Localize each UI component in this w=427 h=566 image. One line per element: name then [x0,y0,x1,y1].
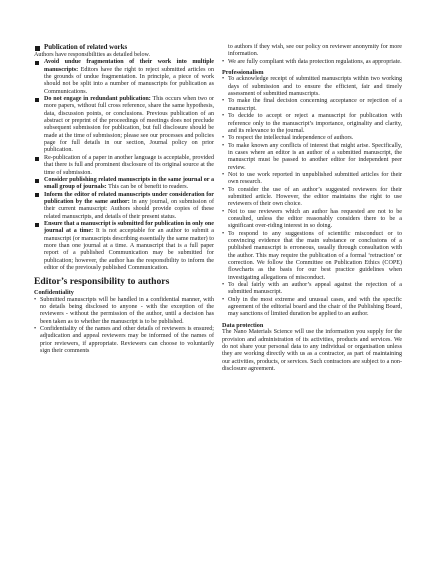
list-item [222,187,402,209]
publication-list-item [34,96,214,155]
list-item [222,143,402,172]
square-bullet-icon [35,179,39,183]
bullet-icon: • [222,76,225,83]
square-bullet-icon [35,98,39,102]
list-item-text: Not to use work reported in unpublished submitted articles for their own research. [228,171,402,186]
right-column [222,44,402,373]
professionalism-list [222,76,402,318]
left-column [34,44,214,355]
publication-list-item [34,59,214,96]
publication-heading-block [34,44,214,52]
square-bullet-icon [35,223,39,227]
list-item [222,76,402,98]
list-item [222,282,402,297]
bullet-icon: • [34,296,37,303]
bullet-icon: • [34,326,37,333]
list-item [222,231,402,282]
list-item-text: Confidentiality of the names and other details of reviewers is ensured; adjudication and appeal reviewers may be informed of the names of prior reviewers, if appropriate. Reviewers can choose to voluntarily sign their comments [40,326,214,355]
square-bullet-icon [35,61,39,65]
data-protection-text: The Nano Materials Science will use the information you supply for the provision and administration of its activities, products and services. We do not share your personal data to any individual or organisation unless they are working directly with us as a contractor, as part of maintaining our activities, products, or services. Such contractors are subject to a non-disclosure agreement. [222,329,402,372]
bullet-icon: • [222,296,225,303]
item-lead: Avoid undue fragmentation of their work into multiple manuscripts: [44,59,214,73]
publication-list [34,59,214,272]
confidentiality-heading: Confidentiality [34,289,74,297]
bullet-icon: • [222,98,225,105]
square-bullet-icon [35,193,39,197]
list-item-text: To make the final decision concerning acceptance or rejection of a manuscript. [228,98,402,112]
item-lead: Inform the editor of related manuscripts under consideration for publication by the same author: [44,191,214,205]
item-text: Re-publication of a paper in another language is acceptable, provided that there is full and prominent disclosure of its original source at the time of submission. [44,154,214,176]
item-text: This can be of benefit to readers. [106,184,189,191]
list-item-text: To respond to any suggestions of scientific misconduct or to convincing evidence that the main substance or conclusions of a published manuscript is erroneous, usually through consultation with the author. This may require the publication of a formal ‘retraction’ or correction. We follow the Committee on Publication Ethics (COPE) flowcharts as the basis for our best practice guidelines when investigating allegations of misconduct. [228,230,402,281]
bullet-icon: • [222,58,225,65]
list-item-text: To make known any conflicts of interest that might arise. Specifically, in cases where an editor is an author of a submitted manuscript, the manuscript must be passed to another editor for independent peer review. [228,142,402,171]
bullet-icon: • [222,186,225,193]
publication-list-item [34,221,214,272]
list-item [222,135,402,142]
list-item [34,326,214,355]
publication-list-item [34,192,214,221]
item-text: in any journal, on submission of their current manuscript: Authors should provide copies of these related manuscripts, and details of their present status. [44,198,215,220]
list-item [222,59,402,66]
list-item-text: To deal fairly with an author’s appeal against the rejection of a submitted manuscript. [228,282,402,296]
item-lead: Consider publishing related manuscripts in the same journal or a small group of journals: [44,176,214,191]
confidentiality-list [34,297,214,356]
list-item-text: Submitted manuscripts will be handled in a confidential manner, with no details being disclosed to anyone - with the exception of the reviewers - without the permission of the author, until a decision has been taken as to whether the manuscript is to be published. [40,296,214,325]
bullet-icon: • [222,171,225,178]
publication-list-item [34,177,214,192]
publication-heading: Publication of related works [44,44,128,51]
list-item-text: To respect the intellectual independence of authors. [228,135,354,142]
list-item [222,209,402,231]
list-item [222,172,402,187]
list-item [222,98,402,113]
editor-responsibility-heading: Editor’s responsibility to authors [34,276,170,288]
bullet-icon: • [222,142,225,149]
square-bullet-icon [35,46,40,51]
list-item [222,113,402,135]
list-item-text: To acknowledge receipt of submitted manuscripts within two working days of submission and to ensure the efficient, fair and timely assessment of submitted manuscripts. [228,76,402,98]
list-item-text: To decide to accept or reject a manuscript for publication with reference only to the manuscript’s importance, originality and clarity, and its relevance to the journal. [228,113,402,134]
data-protection-heading: Data protection [222,321,264,329]
list-item [34,297,214,326]
bullet-icon: • [222,135,225,142]
bullet-icon: • [222,282,225,289]
bullet-icon: • [222,113,225,120]
item-lead: Do not engage in redundant publication: [44,96,151,103]
continued-text: to authors if they wish, see our policy on reviewer anonymity for more information. [228,44,402,58]
square-bullet-icon [35,157,39,161]
fully-compliant-text: We are fully compliant with data protection regulations, as appropriate. [228,58,402,65]
professionalism-heading: Professionalism [222,69,264,77]
list-item-text: To consider the use of an author’s suggested reviewers for their submitted article. However, the editor maintains the right to use reviewers of their own choice. [228,186,402,208]
item-text: This occurs when two or more papers, without full cross reference, share the same hypothesis, data, discussion points, or conclusions. Previous publication of an abstract or preprint of the proceedings of meetings does not preclude subsequent submission for publication, but full disclosure should be made at the time of submission; please see our processes and policies page for full details in our section, Journal policy on prior publication. [44,96,214,154]
list-item [222,297,402,319]
list-item-text: Only in the most extreme and unusual cases, and with the specific agreement of the editorial board and the chair of the Publishing Board, may sanctions of limited duration be applied to an author. [228,296,402,318]
bullet-icon: • [222,230,225,237]
item-text: Editors have the right to reject submitted articles on the grounds of undue fragmentation. In principle, a piece of work should not be split into a number of manuscripts for publication as Communications. [44,66,214,95]
item-text: It is not acceptable for an author to submit a manuscript (or manuscripts describing essentially the same matter) to more than one journal at a time. A manuscript that is a full paper report of a published Communication may be submitted for publication; however, the author has the responsibility to inform the editor of the previously published Communication. [44,228,214,271]
item-lead: Ensure that a manuscript is submitted for publication in only one journal at a time: [44,220,214,235]
bullet-icon: • [222,208,225,215]
list-item-text: Not to use reviewers which an author has requested are not to be consulted, unless the editor reasonably considers there to be a significant over-riding interest in so doing. [228,208,402,230]
publication-intro: Authors have responsibilities as detailed below. [34,52,151,58]
publication-list-item [34,155,214,177]
